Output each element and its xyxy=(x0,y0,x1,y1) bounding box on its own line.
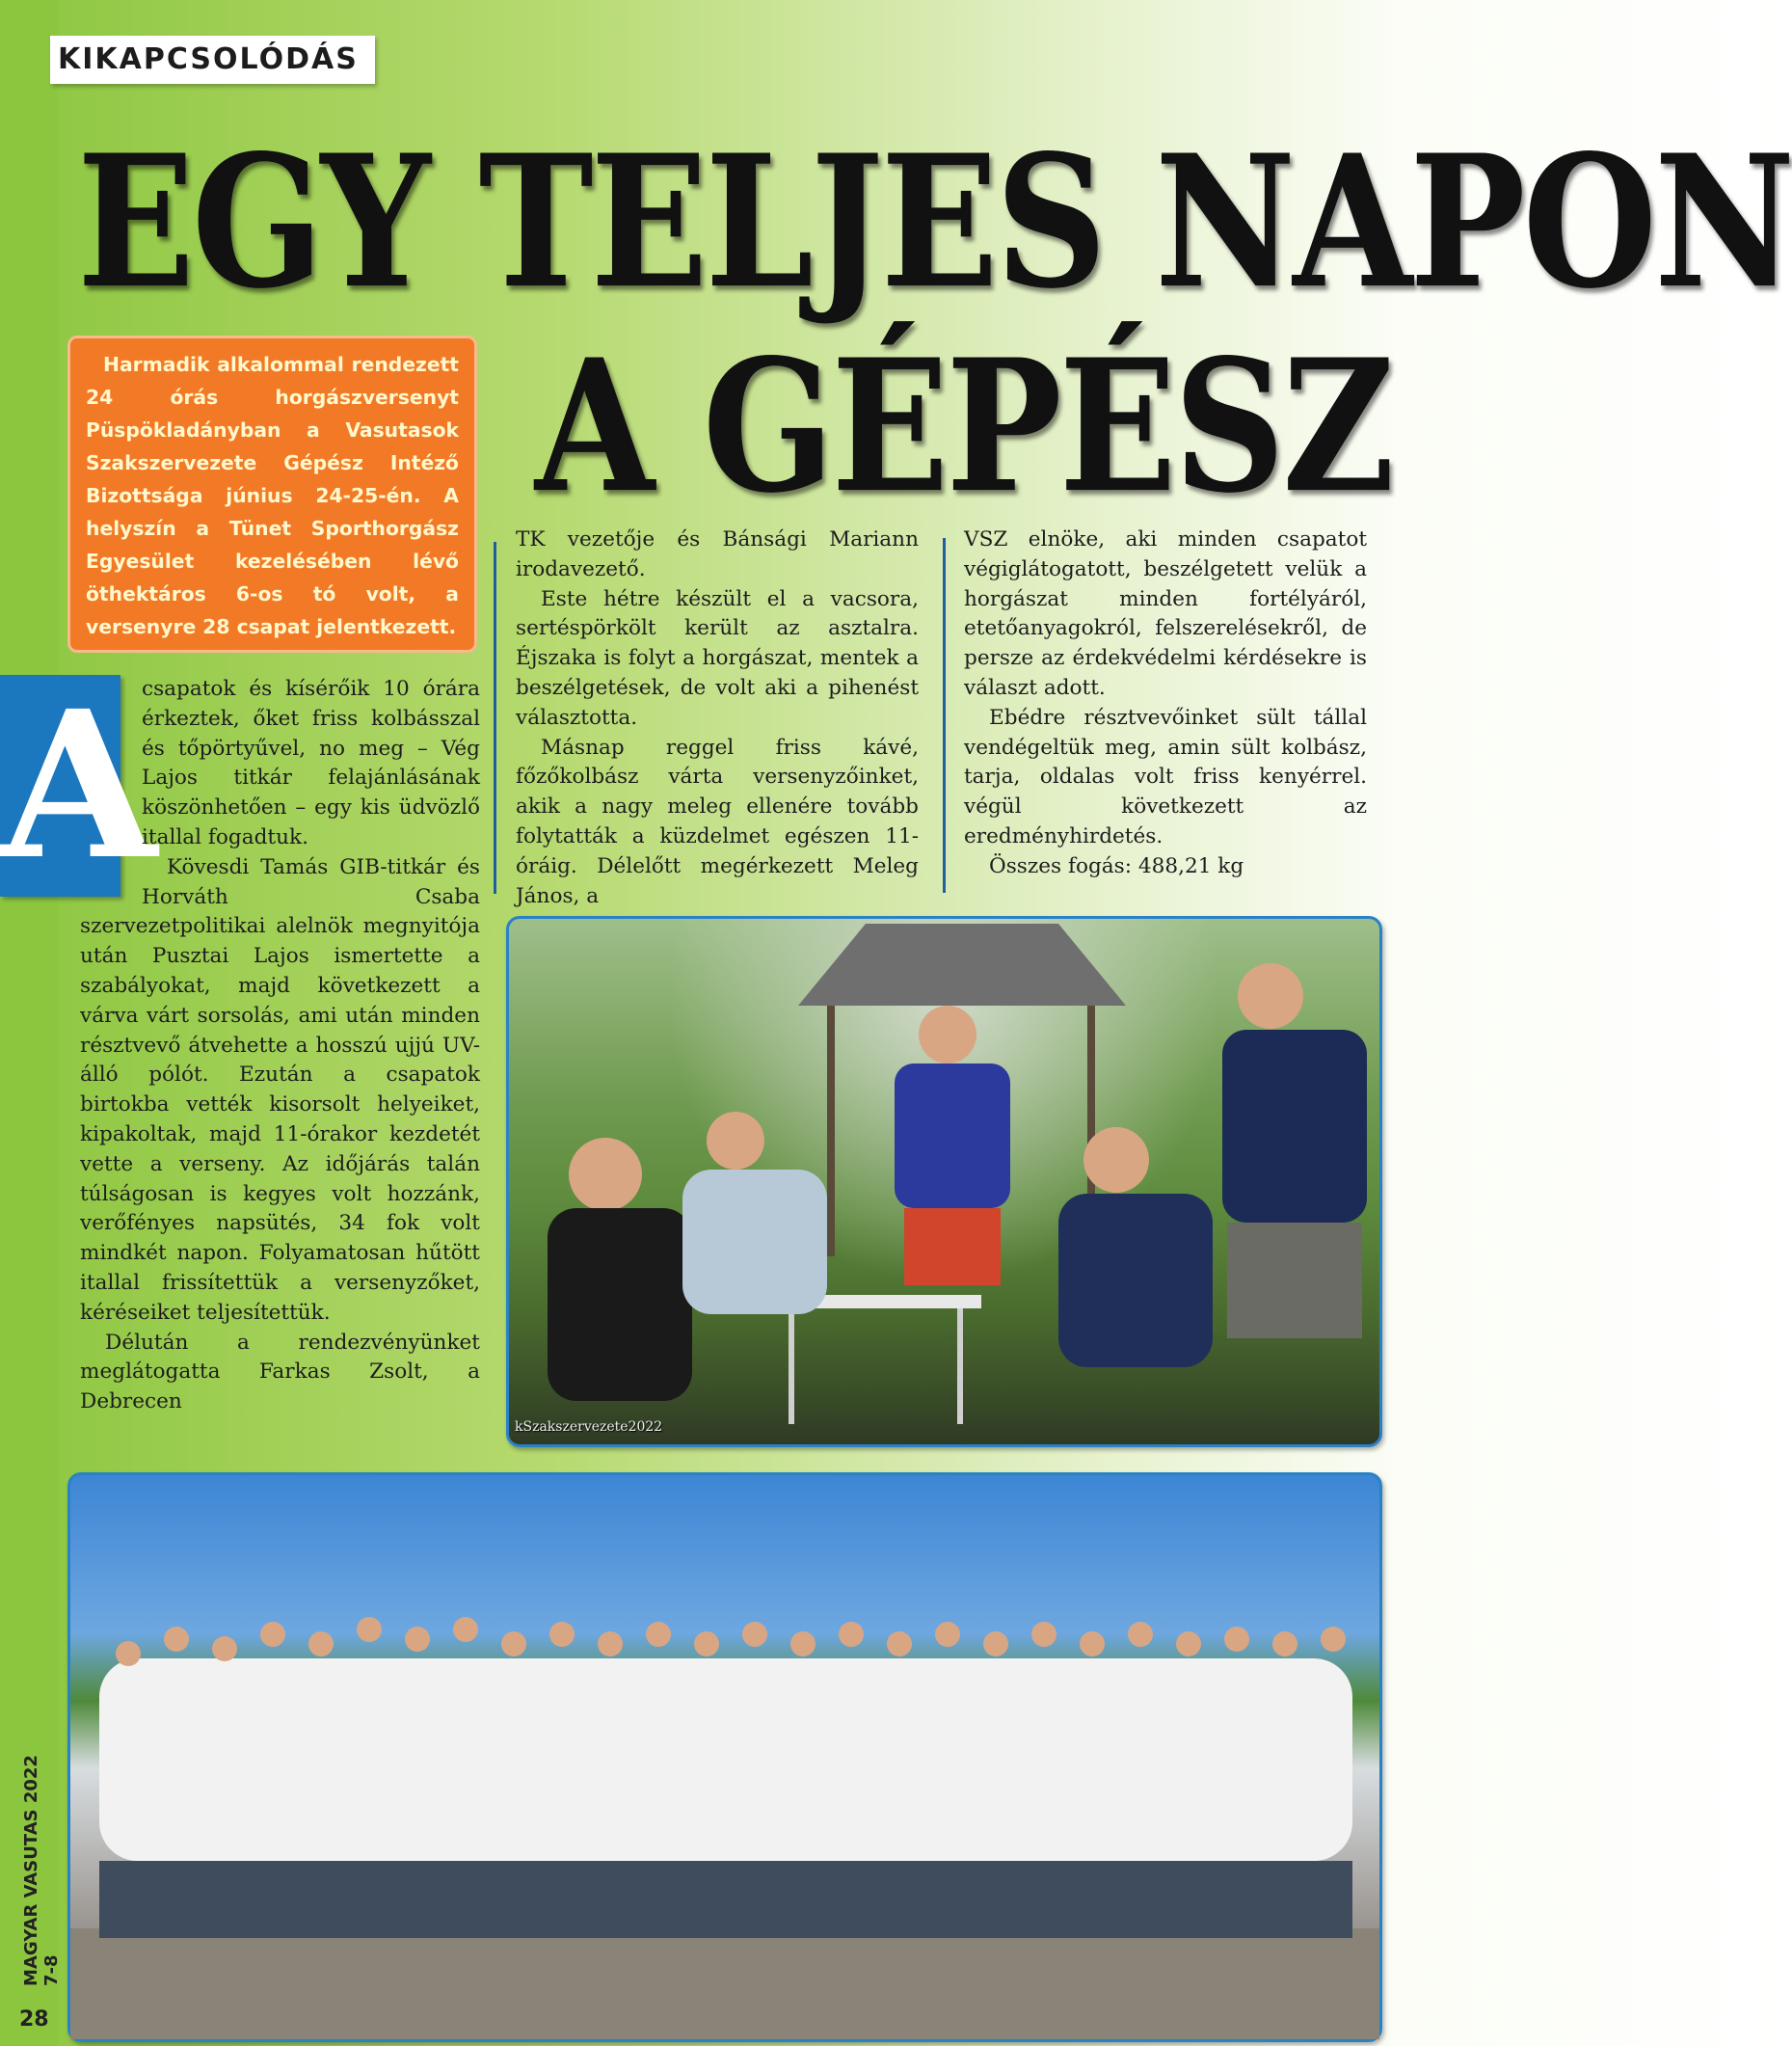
person-shorts xyxy=(904,1208,1001,1285)
paragraph: TK vezetője és Bánsági Mariann irodavezető. xyxy=(516,527,919,581)
paragraph: Ebédre résztvevőinket sült tállal vendégeltük meg, amin sült kolbász, tarja, oldalas volt friss kenyérrel. végül következett az eredményhirdetés. xyxy=(964,705,1367,848)
person-body xyxy=(682,1170,827,1314)
gazebo-roof xyxy=(798,924,1126,1006)
person-shorts xyxy=(1227,1223,1362,1338)
person-head xyxy=(707,1112,764,1170)
dropcap: A xyxy=(0,666,157,904)
article-column-3 xyxy=(964,525,1367,882)
people-legs xyxy=(99,1861,1352,1938)
person-body xyxy=(1058,1194,1213,1367)
paragraph: Délután a rendezvényünket meglátogatta Farkas Zsolt, a Debrecen xyxy=(80,1330,480,1414)
person-body xyxy=(1222,1030,1367,1223)
person-head xyxy=(919,1006,976,1063)
paragraph: Másnap reggel friss kávé, főzőkolbász várta versenyzőinket, akik a nagy meleg ellenére tovább folytatták a küzdelmet egészen 11-óráig. Délelőtt megérkezett Meleg János, a xyxy=(516,735,919,908)
paragraph: VSZ elnöke, aki minden csapatot végiglátogatott, beszélgetett velük a horgászat minden fortélyáról, etetőanyagokról, felszerelésekről, de persze az érdekvédelmi kérdésekre is választ adott. xyxy=(964,527,1367,700)
column-rule xyxy=(494,542,496,894)
table-leg xyxy=(789,1308,794,1424)
paragraph: Este hétre készült el a vacsora, sertéspörkölt került az asztalra. Éjszaka is folyt a horgászat, mentek a beszélgetések, de volt aki a pihenést választotta. xyxy=(516,586,919,730)
headline-line-2: A GÉPÉSZ xyxy=(534,319,1392,534)
magazine-issue-label: MAGYAR VASUTAS 2022 7-8 xyxy=(21,1755,62,1986)
section-label: KIKAPCSOLÓDÁS xyxy=(50,36,375,84)
group-of-people xyxy=(99,1658,1352,1861)
column-rule xyxy=(943,538,946,893)
gazebo-post xyxy=(827,1006,835,1256)
photo-card-players xyxy=(506,916,1382,1447)
person-head xyxy=(1083,1127,1149,1193)
paragraph: Összes fogás: 488,21 kg xyxy=(989,853,1244,878)
article-column-2 xyxy=(516,525,919,911)
paragraph: csapatok és kísérőik 10 órára érkeztek, őket friss kolbásszal és tőpörtyűvel, no meg – Vég Lajos titkár felajánlásának köszönhetően – egy kis üdvözlő itallal fogadtuk. xyxy=(142,677,480,849)
paragraph: Kövesdi Tamás GIB-titkár és Horváth Csaba szervezetpolitikai alelnök megnyitója után Pusztai Lajos ismertette a szabályokat, majd következett a várva várt sorsolás, ami után minden résztvevő átvehette a hosszú ujjú UV-álló pólót. Ezután a csapatok birtokba vették kisorsolt helyeiket, kipakoltak, majd 11-órakor kezdetét vette a verseny. Az időjárás talán túlságosan is kegyes volt hozzánk, verőfényes napsütés, 34 fok volt mindkét napon. Folyamatosan hűtött itallal frissítettük a versenyzőket, kéréseiket teljesítettük. xyxy=(80,854,480,1325)
photo-card-players-illustration xyxy=(509,919,1379,1444)
person-body xyxy=(548,1208,692,1401)
ground xyxy=(70,1928,1379,2039)
photo-group-illustration xyxy=(70,1475,1379,2039)
person-body xyxy=(895,1063,1010,1208)
headline-line-1: EGY TELJES NAPON xyxy=(77,115,1792,330)
page-number: 28 xyxy=(19,2007,49,2032)
lead-box: Harmadik alkalommal rendezett 24 órás horgászversenyt Püspökladányban a Vasutasok Szakszervezete Gépész Intéző Bizottsága június 24-25-én. A helyszín a Tünet Sporthorgász Egyesület kezelésében lévő öthektáros 6-os tó volt, a versenyre 28 csapat jelentkezett. xyxy=(67,336,477,653)
photo-group xyxy=(67,1472,1382,2042)
article-column-1 xyxy=(0,666,480,1417)
photo-credit: kSzakszervezete2022 xyxy=(515,1419,663,1435)
person-head xyxy=(1238,963,1303,1029)
person-head xyxy=(569,1138,642,1211)
table-leg xyxy=(957,1308,963,1424)
